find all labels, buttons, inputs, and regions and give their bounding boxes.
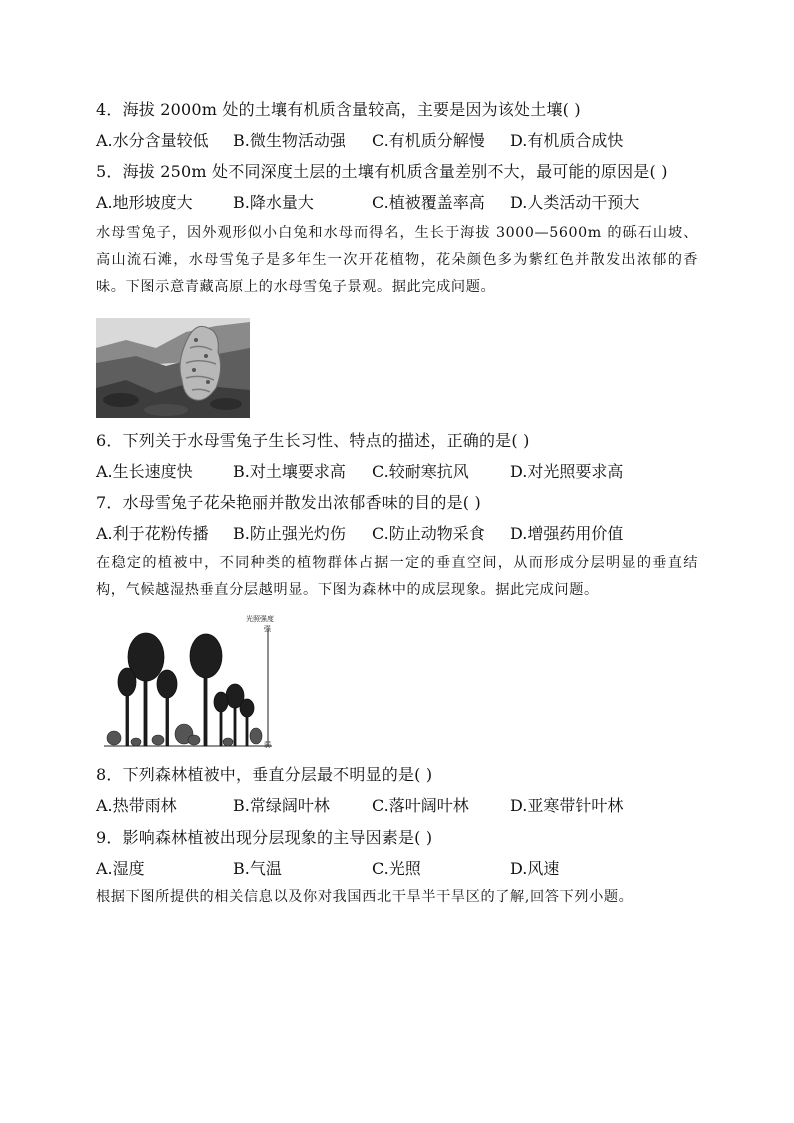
q7-option-a: A.利于花粉传播	[96, 524, 209, 543]
passage-snow-lotus: 水母雪兔子，因外观形似小白兔和水母而得名，生长于海拔 3000—5600m 的砾石山坡、高山流石滩，水母雪兔子是多年生一次开花植物，花朵颜色多为紫红色并散发出浓郁的香味。下图示意青藏高原上的水母雪兔子景观。据此完成问题。	[96, 225, 698, 295]
q5-option-b: B.降水量大	[233, 193, 314, 212]
question-7-stem: 7．水母雪兔子花朵艳丽并散发出浓郁香味的目的是( )	[96, 493, 481, 512]
q8-option-a: A.热带雨林	[96, 796, 177, 815]
q9-option-b: B.气温	[233, 859, 282, 878]
q9-option-d: D.风速	[510, 859, 560, 878]
question-6-stem: 6．下列关于水母雪兔子生长习性、特点的描述，正确的是( )	[96, 431, 530, 450]
q8-option-b: B.常绿阔叶林	[233, 796, 330, 815]
q6-option-a: A.生长速度快	[96, 462, 193, 481]
q5-option-c: C.植被覆盖率高	[372, 193, 485, 212]
q7-option-d: D.增强药用价值	[510, 524, 624, 543]
q8-option-d: D.亚寒带针叶林	[510, 796, 624, 815]
light-strong-label: 强	[264, 625, 271, 633]
question-4-stem: 4．海拔 2000m 处的土壤有机质含量较高，主要是因为该处土壤( )	[96, 100, 581, 119]
q8-option-c: C.落叶阔叶林	[372, 796, 469, 815]
q6-option-c: C.较耐寒抗风	[372, 462, 469, 481]
question-8-stem: 8．下列森林植被中，垂直分层最不明显的是( )	[96, 765, 433, 784]
q5-option-a: A.地形坡度大	[96, 193, 193, 212]
q4-option-a: A.水分含量较低	[96, 131, 209, 150]
snow-lotus-photo	[96, 318, 250, 418]
light-intensity-label: 光照强度	[246, 615, 274, 623]
q7-option-c: C.防止动物采食	[372, 524, 485, 543]
passage-forest-layers: 在稳定的植被中，不同种类的植物群体占据一定的垂直空间，从而形成分层明显的垂直结构，气候越湿热垂直分层越明显。下图为森林中的成层现象。据此完成问题。	[96, 555, 698, 598]
passage-next-section: 根据下图所提供的相关信息以及你对我国西北干旱半干旱区的了解,回答下列小题。	[96, 889, 634, 905]
question-5-stem: 5．海拔 250m 处不同深度土层的土壤有机质含量差别不大，最可能的原因是( )	[96, 162, 668, 181]
q9-option-a: A.湿度	[96, 859, 145, 878]
q6-option-b: B.对土壤要求高	[233, 462, 346, 481]
q6-option-d: D.对光照要求高	[510, 462, 624, 481]
q5-option-d: D.人类活动干预大	[510, 193, 640, 212]
question-9-stem: 9．影响森林植被出现分层现象的主导因素是( )	[96, 828, 433, 847]
light-weak-label: 弱	[264, 741, 271, 749]
forest-layers-diagram	[96, 612, 286, 752]
q4-option-d: D.有机质合成快	[510, 131, 624, 150]
q4-option-c: C.有机质分解慢	[372, 131, 485, 150]
q7-option-b: B.防止强光灼伤	[233, 524, 346, 543]
q4-option-b: B.微生物活动强	[233, 131, 346, 150]
q9-option-c: C.光照	[372, 859, 421, 878]
